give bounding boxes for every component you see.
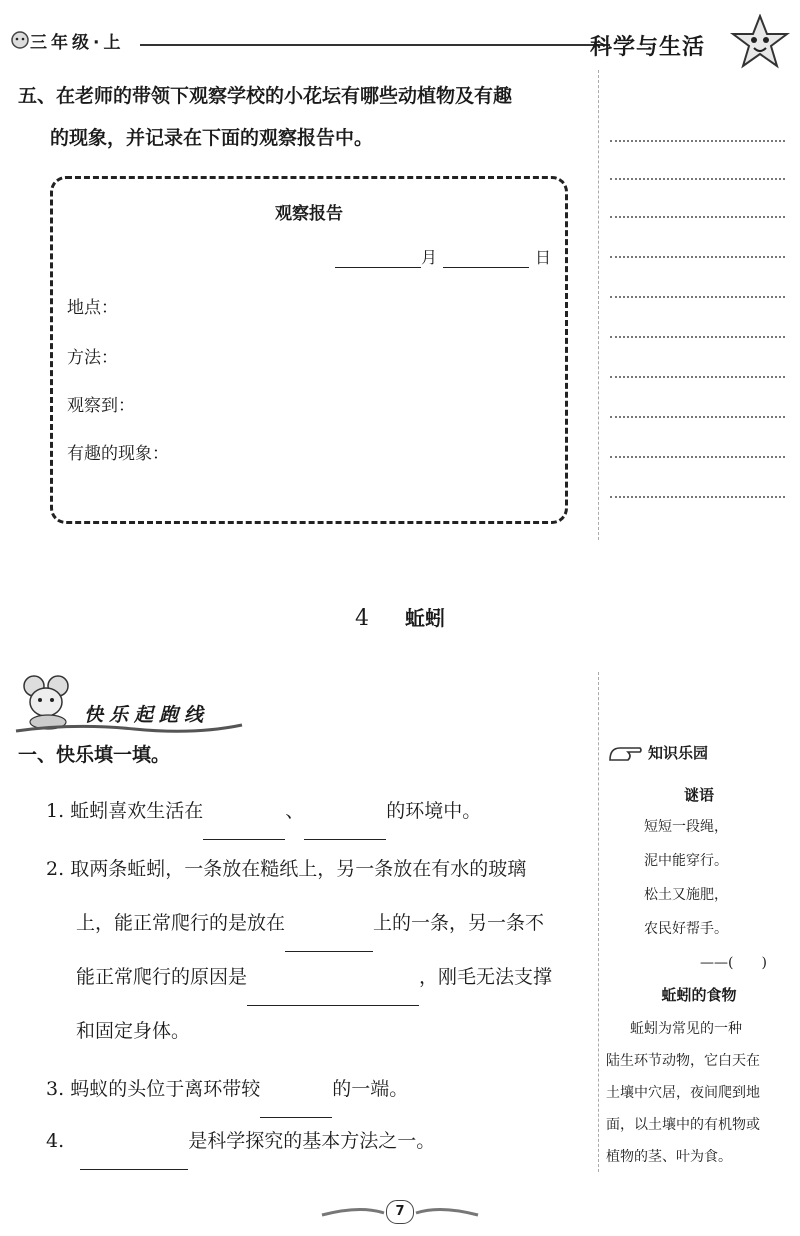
brand-title: 快乐起跑线	[84, 704, 210, 726]
field-observed: 观察到：	[67, 396, 135, 416]
food-title: 蚯蚓的食物	[661, 986, 737, 1004]
riddle-line: 短短一段绳，	[644, 819, 728, 835]
page-number: 7	[386, 1200, 414, 1224]
note-line	[610, 376, 785, 378]
part1-title: 一、快乐填一填。	[18, 744, 171, 766]
fill-item-2: 2. 取两条蚯蚓，一条放在糙纸上，另一条放在有水的玻璃	[46, 858, 527, 880]
lesson-title	[0, 602, 800, 631]
month-blank[interactable]	[335, 247, 421, 268]
report-date	[335, 245, 551, 268]
mascot-star-icon	[730, 14, 790, 70]
pointing-hand-icon	[606, 740, 644, 766]
food-text-line: 面，以土壤中的有机物或	[606, 1117, 760, 1133]
lesson-name: 蚯蚓	[405, 606, 445, 630]
field-method: 方法：	[67, 348, 118, 368]
side-divider-bottom	[598, 672, 599, 1172]
series-title: 科学与生活	[590, 35, 706, 60]
brand-swoosh	[14, 720, 244, 734]
fill-item-1: 1. 蚯蚓喜欢生活在 、 的环境中。	[46, 782, 591, 840]
note-line	[610, 496, 785, 498]
riddle-line: 泥中能穿行。	[644, 853, 728, 869]
note-line	[610, 140, 785, 142]
grade-label: 三年级·上	[30, 33, 125, 53]
fill-item-3: 3. 蚂蚁的头位于离环带较 的一端。	[46, 1060, 591, 1118]
q5-line-1: 五、在老师的带领下观察学校的小花坛有哪些动植物及有趣	[18, 85, 513, 107]
note-line	[610, 256, 785, 258]
note-line	[610, 296, 785, 298]
answer-blank[interactable]	[304, 815, 386, 840]
food-text-line: 陆生环节动物，它白天在	[606, 1053, 760, 1069]
answer-blank[interactable]	[203, 815, 285, 840]
header-rule	[140, 44, 610, 46]
month-label: 月	[420, 248, 437, 267]
day-blank[interactable]	[443, 247, 529, 268]
food-text-line: 植物的茎、叶为食。	[606, 1149, 732, 1165]
note-line	[610, 336, 785, 338]
header-star-icon	[10, 30, 30, 50]
riddle-line: 松土又施肥，	[644, 887, 728, 903]
fill-item-2-line4: 和固定身体。	[76, 1020, 191, 1042]
answer-blank[interactable]	[80, 1145, 188, 1170]
field-interesting: 有趣的现象：	[67, 444, 169, 464]
lesson-number: 4	[355, 606, 369, 631]
fill-item-4: 4. 是科学探究的基本方法之一。	[46, 1112, 591, 1170]
fill-item-2-line2: 上，能正常爬行的是放在 上的一条，另一条不	[76, 894, 591, 952]
note-line	[610, 178, 785, 180]
riddle-answer: ——( )	[700, 955, 767, 971]
note-line	[610, 416, 785, 418]
riddle-line: 农民好帮手。	[644, 921, 728, 937]
observation-report-box	[50, 176, 568, 524]
knowledge-title: 知识乐园	[648, 744, 709, 762]
food-text-line: 土壤中穴居，夜间爬到地	[606, 1085, 760, 1101]
riddle-title: 谜语	[683, 786, 714, 804]
note-line	[610, 456, 785, 458]
field-location: 地点：	[67, 298, 118, 318]
day-label: 日	[534, 248, 551, 267]
fill-item-2-line3: 能正常爬行的原因是 ，刚毛无法支撑	[76, 948, 591, 1006]
food-text-line: 蚯蚓为常见的一种	[630, 1021, 742, 1037]
report-title: 观察报告	[275, 204, 343, 224]
note-line	[610, 216, 785, 218]
q5-line-2: 的现象，并记录在下面的观察报告中。	[50, 127, 374, 149]
